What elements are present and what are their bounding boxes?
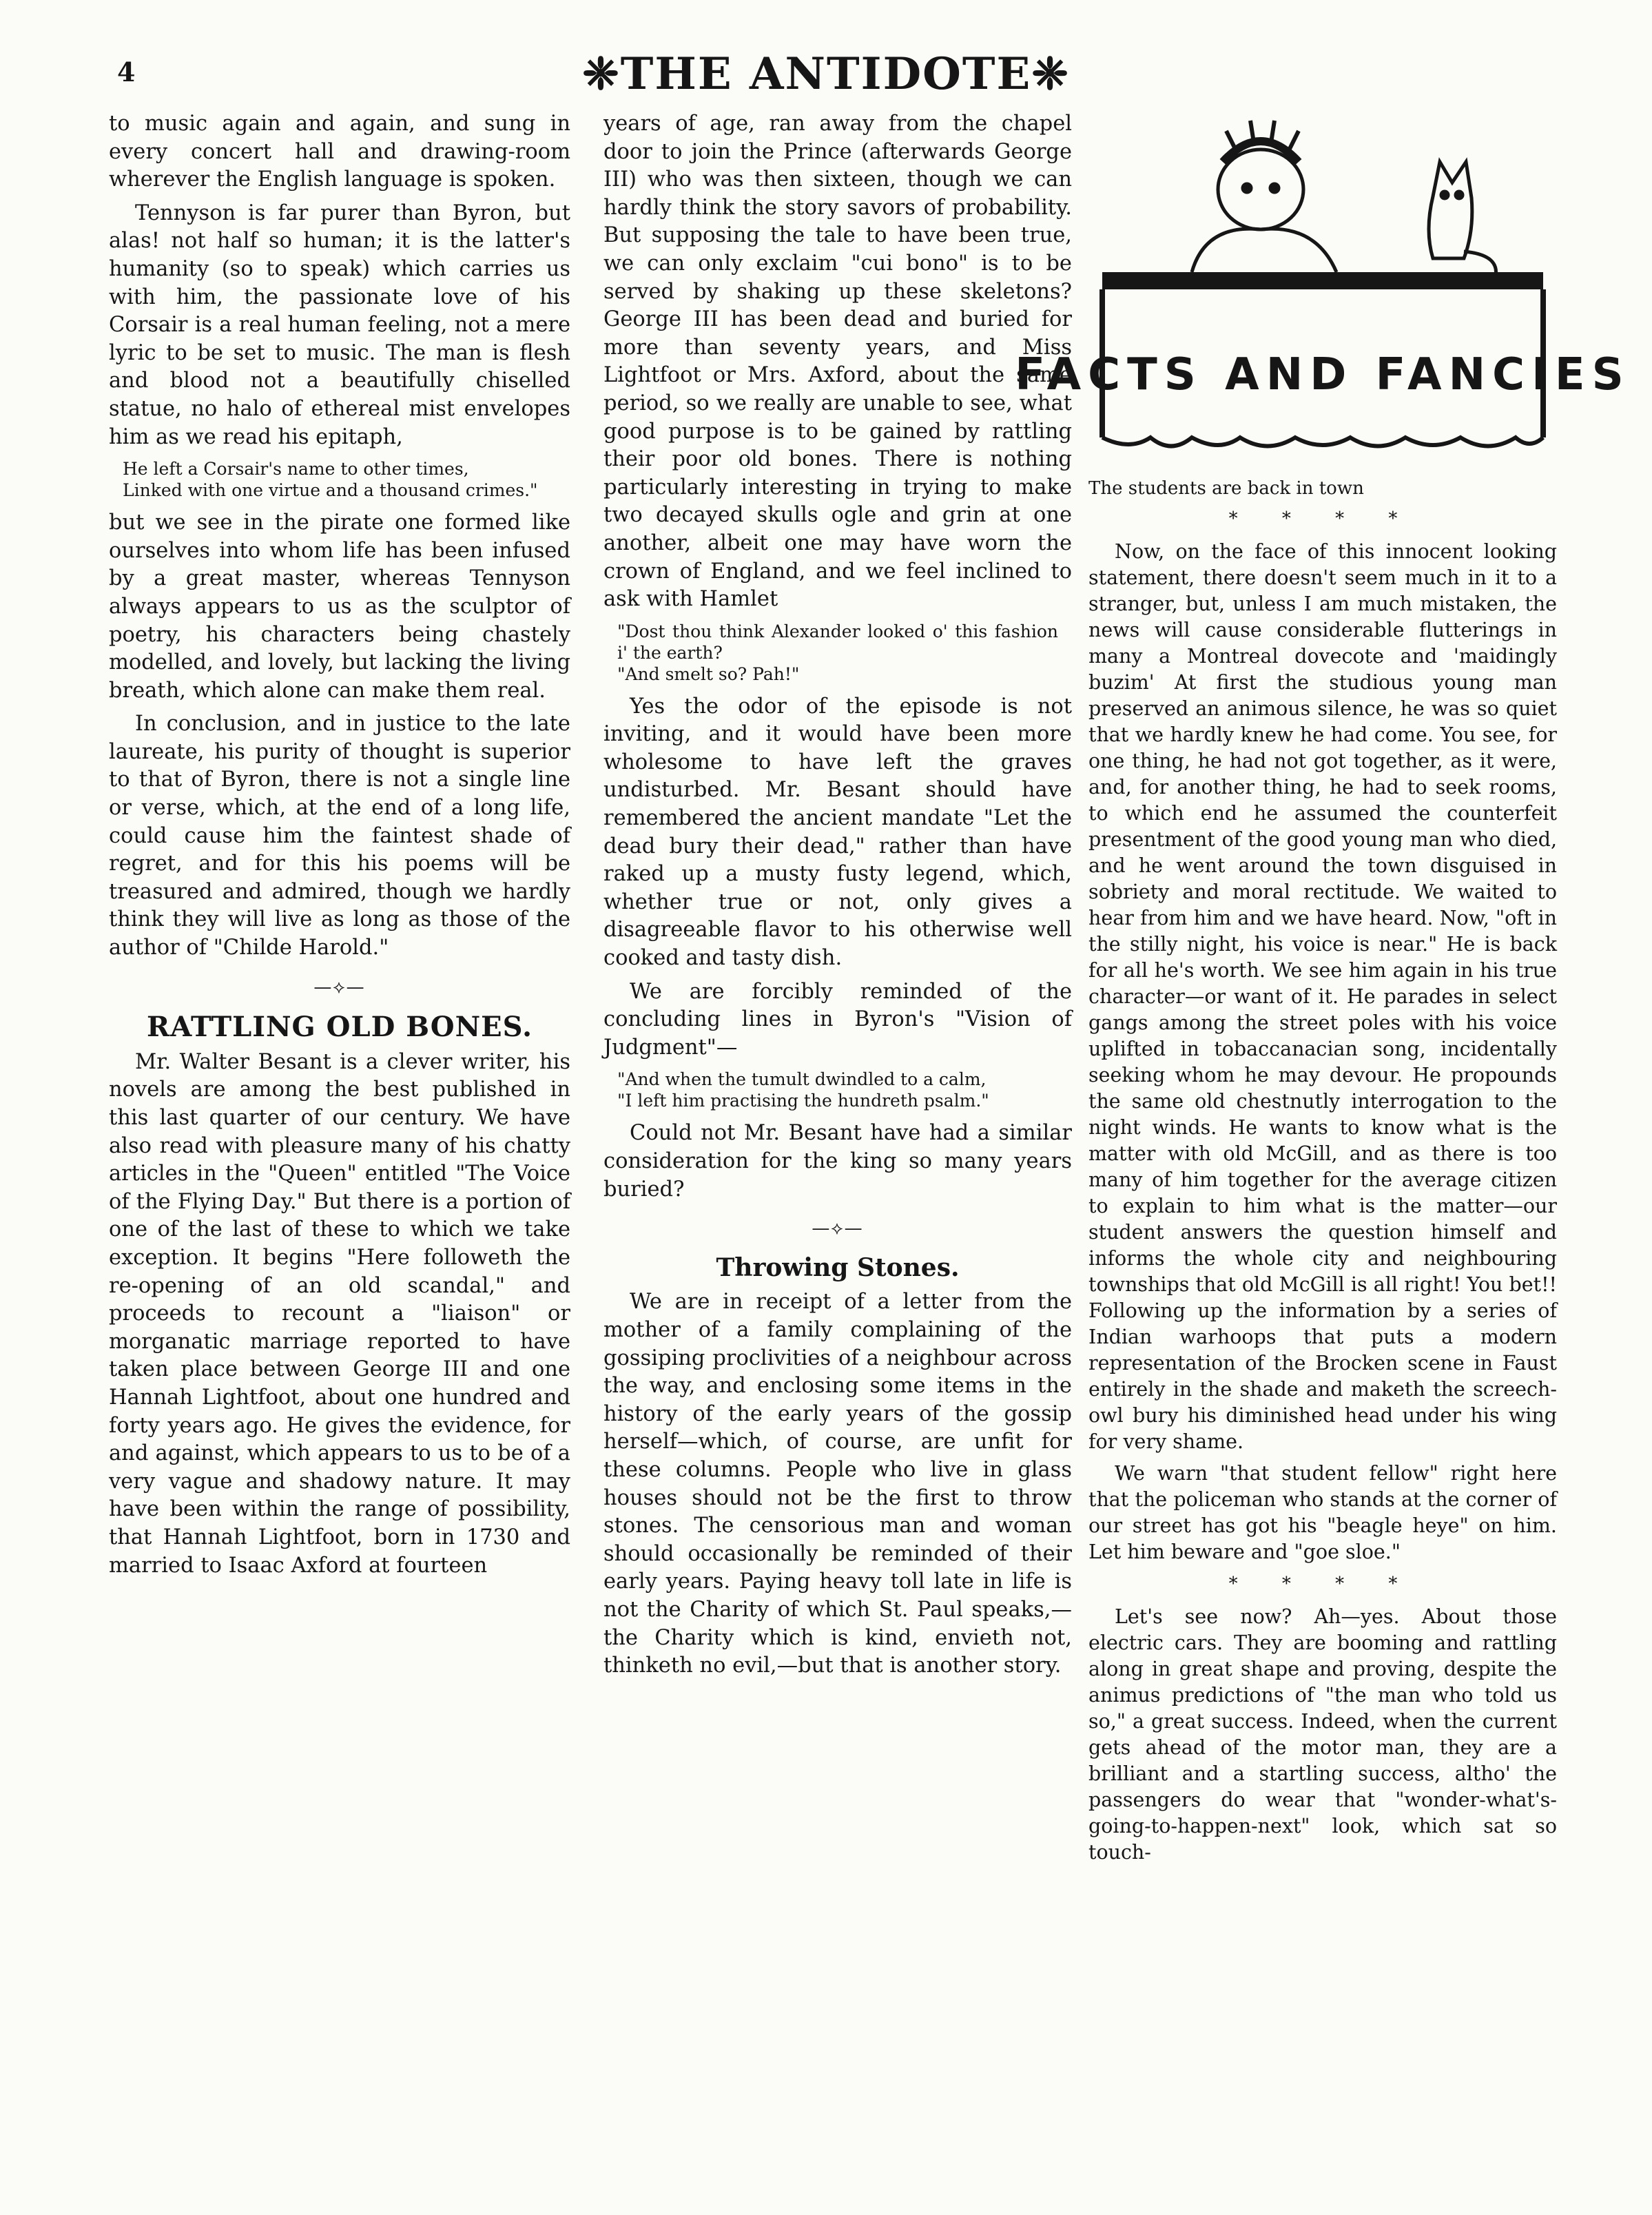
quote-line: "And when the tumult dwindled to a calm,: [617, 1069, 987, 1090]
cat-figure-icon: [1429, 162, 1496, 279]
caption: The students are back in town: [1088, 478, 1364, 499]
quote-line: "And smelt so? Pah!": [617, 663, 800, 684]
woman-figure-icon: [1192, 121, 1336, 272]
paragraph: Now, on the face of this innocent looking statement, there doesn't seem much in it to a stranger, but, unless I am much mistaken, the news will cause considerable flutterings in many a Montreal dovecote and 'maidingly buzim' At first the studious young man preserved an animous silence, he was so quiet that we hardly knew he had come. You see, for one thing, he had not got together, as it were, and, for another thing, he had to seek rooms, to which end he assumed the counterfeit presentment of the good young man who died, and he went around the town disguised in sobriety and moral rectitude. We waited to hear from him and we have heard. Now, "oft in the stilly night, his voice is near." He is back for all he's worth. We see him again in his true character—or want of it. He parades in select gangs among the street poles with his voice uplifted in tobaccanacian song, incidentally seeking whom he may devour. He propounds the same old chestnutly interrogation to the night winds. He wants to know what is the matter with old McGill, and as there is too many of him together for the average citizen to explain to him what is the matter—our student answers the question himself and informs the whole city and neighbouring townships that old McGill is all right! You bet!! Following up the information by a series of Indian warhoops that puts a modern representation of the Brocken scene in Faust entirely in the shade and maketh the screech-owl bury his diminished head under his wing for very shame.: [1088, 540, 1557, 1453]
table-top-shape: [1102, 272, 1543, 289]
middle-column: [603, 110, 1072, 1686]
paragraph: Tennyson is far purer than Byron, but alas! not half so human; it is the latter's humanity (so to speak) which carries us with him, the passionate love of his Corsair is a real human feeling, not a mere lyric to be set to music. The man is flesh and blood not a beautifully chiselled statue, no halo of ethereal mist envelopes him as we read his epitaph,: [109, 200, 570, 449]
paragraph: Could not Mr. Besant have had a similar consideration for the king so many years buried?: [603, 1121, 1072, 1202]
right-column: [1088, 475, 1557, 1871]
quotation: [123, 458, 557, 501]
quotation: [617, 1069, 1058, 1111]
paragraph: Mr. Walter Besant is a clever writer, his novels are among the best published in this last quarter of our century. We have also read with pleasure many of his chatty articles in the "Queen" entitled "The Voice of the Flying Day." But there is a portion of one of the last of these to which we take exception. It begins "Here followeth the re-opening of an old scandal," and proceeds to recount a "liaison" or morganatic marriage reported to have taken place between George III and one Hannah Lightfoot, about one hundred and forty years ago. He gives the evidence, for and against, which appears to us to be of a very vague and shadowy nature. It may have been within the range of possibility, that Hannah Lightfoot, born in 1730 and married to Isaac Axford at fourteen: [109, 1049, 570, 1578]
section-divider: —⟡—: [812, 1218, 864, 1239]
section-divider: —⟡—: [313, 976, 366, 998]
paragraph: Let's see now? Ah—yes. About those electric cars. They are booming and rattling along in great shape and proving, despite the animus predictions of "the man who told us so," a great success. Indeed, when the current gets ahead of the motor man, they are a brilliant and a startling success, altho' the passengers do wear that "wonder-what's-going-to-happen-next" look, which sat so touch-: [1088, 1605, 1557, 1864]
asterism: * * * *: [1228, 508, 1417, 529]
page-number: 4: [117, 56, 136, 87]
asterism: * * * *: [1228, 1574, 1417, 1594]
quote-line: "Dost thou think Alexander looked o' this fashion i' the earth?: [617, 621, 1058, 663]
masthead-title: ❈THE ANTIDOTE❈: [582, 48, 1070, 100]
paragraph: years of age, ran away from the chapel door to join the Prince (afterwards George III) who was then sixteen, though we can hardly think the story savors of probability. But supposing the tale to have been true, we can only exclaim "cui bono" is to be served by shaking up these skeletons? George III has been dead and buried for more than seventy years, and Miss Lightfoot or Mrs. Axford, about the same period, so we really are unable to see, what good purpose is to be gained by rattling their poor old bones. There is nothing particularly interesting in trying to make two decayed skulls ogle and grin at one another, albeit one may have worn the crown of England, and we feel inclined to ask with Hamlet: [603, 112, 1072, 612]
section-heading: RATTLING OLD BONES.: [146, 1011, 533, 1044]
left-column: [109, 110, 570, 1585]
paragraph: We are forcibly reminded of the concluding lines in Byron's "Vision of Judgment"—: [603, 979, 1072, 1060]
quote-line: He left a Corsair's name to other times,: [123, 459, 469, 480]
paragraph: We are in receipt of a letter from the mother of a family complaining of the gossiping proclivities of a neighbour across the way, and enclosing some items in the history of the early years of the gossip herself—which, of course, are unfit for these columns. People who live in glass houses should not be the first to throw stones. The censorious man and woman should occasionally be reminded of their early years. Paying heavy toll late in life is not the Charity of which St. Paul speaks,—the Charity which is kind, envieth not, thinketh no evil,—but that is another story.: [603, 1290, 1072, 1678]
banner-title: FACTS AND FANCIES: [1015, 349, 1631, 400]
paragraph: We warn "that student fellow" right here that the policeman who stands at the corner of our street has got his "beagle heye" on him. Let him beware and "goe sloe.": [1088, 1462, 1557, 1563]
quote-line: Linked with one virtue and a thousand crimes.": [123, 480, 538, 501]
quotation: [617, 621, 1058, 685]
facts-and-fancies-illustration: [1015, 114, 1631, 455]
paragraph: Yes the odor of the episode is not inviting, and it would have been more wholesome to have left the graves undisturbed. Mr. Besant should have remembered the ancient mandate "Let the dead bury their dead," rather than have raked up a musty fusty legend, which, whether true or not, only gives a disagreeable flavor to his otherwise well cooked and tasty dish.: [603, 694, 1072, 971]
paragraph: to music again and again, and sung in every concert hall and drawing-room wherever the English language is spoken.: [109, 112, 570, 192]
table-fringe-shape: [1102, 437, 1543, 446]
paragraph: but we see in the pirate one formed like ourselves into whom life has been infused by a great master, whereas Tennyson always appears to us as the sculptor of poetry, his characters being chastely modelled, and lovely, but lacking the living breath, which alone can make them real.: [109, 511, 570, 703]
quote-line: "I left him practising the hundreth psalm.": [617, 1091, 989, 1111]
section-heading: Throwing Stones.: [716, 1253, 960, 1282]
paragraph: In conclusion, and in justice to the late laureate, his purity of thought is superior to that of Byron, there is not a single line or verse, which, at the end of a long life, could cause him the faintest shade of regret, and for this his poems will be treasured and admired, though we hardly think they will live as long as those of the author of "Childe Harold.": [109, 712, 570, 960]
